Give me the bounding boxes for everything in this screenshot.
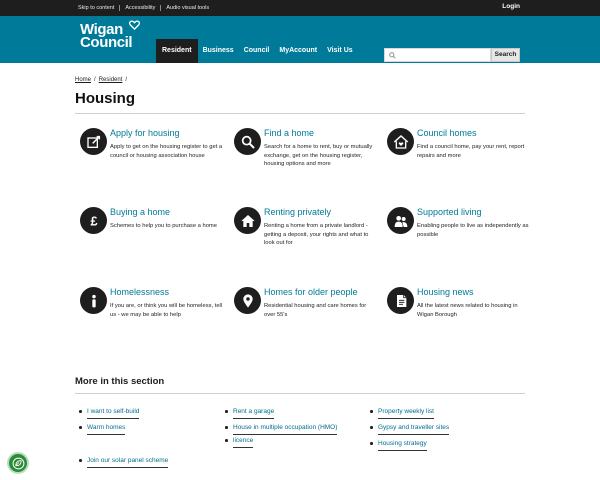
nav-visit-us[interactable]: Visit Us	[327, 47, 353, 54]
divider	[160, 5, 161, 11]
card-description: If you are, or think you will be homeless, tell us - we may be able to help	[110, 303, 223, 318]
card-title[interactable]: Homes for older people	[264, 287, 358, 297]
pencil-box-icon	[80, 128, 107, 155]
accessibility-link[interactable]: Accessibility	[125, 5, 156, 11]
card-title[interactable]: Housing news	[417, 287, 474, 297]
main-content	[75, 63, 525, 114]
map-pin-icon	[234, 287, 261, 314]
utility-bar	[0, 0, 600, 16]
info-icon	[80, 287, 107, 314]
link-self-build[interactable]: I want to self-build	[87, 406, 139, 419]
breadcrumb-resident[interactable]: Resident	[98, 77, 123, 83]
card-description: Schemes to help you to purchase a home	[110, 223, 217, 229]
people-icon	[387, 207, 414, 234]
logo-line-2: Council	[80, 34, 133, 51]
nav-business[interactable]: Business	[202, 47, 234, 54]
link-solar-panel-scheme[interactable]: Join our solar panel scheme	[87, 455, 168, 468]
card-description: Search for a home to rent, buy or mutually exchange, get on the housing register, housing options and more	[264, 144, 373, 168]
nav-myaccount[interactable]: MyAccount	[279, 47, 318, 54]
card-title[interactable]: Apply for housing	[110, 128, 180, 138]
breadcrumb-home[interactable]: Home	[75, 77, 92, 83]
link-rent-a-garage[interactable]: Rent a garage	[233, 406, 274, 419]
link-gypsy-traveller-sites[interactable]: Gypsy and traveller sites	[378, 422, 449, 435]
card-title[interactable]: Homelessness	[110, 287, 170, 297]
audio-visual-tools-link[interactable]: Audio visual tools	[166, 5, 210, 11]
main-nav	[156, 39, 358, 63]
newspaper-icon	[387, 287, 414, 314]
card-description: All the latest news related to housing in Wigan Borough	[417, 303, 518, 318]
pound-icon	[80, 207, 107, 234]
link-property-weekly-list[interactable]: Property weekly list	[378, 406, 434, 419]
breadcrumb: Home / Resident /	[75, 77, 128, 83]
link-hmo[interactable]: House in multiple occupation (HMO)	[233, 422, 337, 435]
card-title[interactable]: Renting privately	[264, 207, 332, 217]
link-housing-strategy[interactable]: Housing strategy	[378, 438, 427, 451]
leaf-icon	[12, 457, 25, 470]
accessibility-widget-button[interactable]	[7, 452, 29, 474]
nav-council[interactable]: Council	[243, 47, 270, 54]
search-form	[384, 48, 520, 62]
title-divider	[75, 113, 525, 114]
house-heart-icon	[387, 128, 414, 155]
card-description: Enabling people to live as independently as possible	[417, 223, 529, 238]
svg-text:£: £	[89, 214, 98, 229]
card-title[interactable]: Supported living	[417, 207, 482, 217]
site-header	[0, 16, 600, 63]
card-description: Renting a home from a private landlord - getting a deposit, your rights and what to look out for	[264, 223, 369, 247]
utility-links	[78, 5, 209, 11]
link-hmo-licence[interactable]: licence	[233, 435, 253, 448]
skip-to-content-link[interactable]: Skip to content	[78, 5, 115, 11]
house-icon	[234, 207, 261, 234]
magnifier-icon	[234, 128, 261, 155]
card-title[interactable]: Find a home	[264, 128, 315, 138]
page-title: Housing	[75, 90, 135, 107]
more-in-this-section	[75, 376, 525, 394]
nav-resident[interactable]: Resident	[156, 39, 198, 63]
section-heading: More in this section	[75, 376, 165, 387]
card-description: Apply to get on the housing register to get a council or housing association house	[110, 144, 223, 159]
search-button[interactable]: Search	[491, 48, 520, 62]
card-description: Find a council home, pay your rent, report repairs and more	[417, 144, 525, 159]
search-input[interactable]	[384, 48, 491, 62]
card-title[interactable]: Buying a home	[110, 207, 171, 217]
section-divider	[75, 393, 525, 394]
search-icon	[389, 52, 396, 59]
divider	[119, 5, 120, 11]
login-link[interactable]: Login	[502, 3, 520, 10]
wigan-council-logo[interactable]	[80, 23, 132, 49]
link-warm-homes[interactable]: Warm homes	[87, 422, 125, 435]
card-title[interactable]: Council homes	[417, 128, 477, 138]
card-description: Residential housing and care homes for over 55's	[264, 303, 367, 318]
logo-line-1: Wigan	[80, 21, 123, 38]
heart-icon	[129, 20, 140, 30]
